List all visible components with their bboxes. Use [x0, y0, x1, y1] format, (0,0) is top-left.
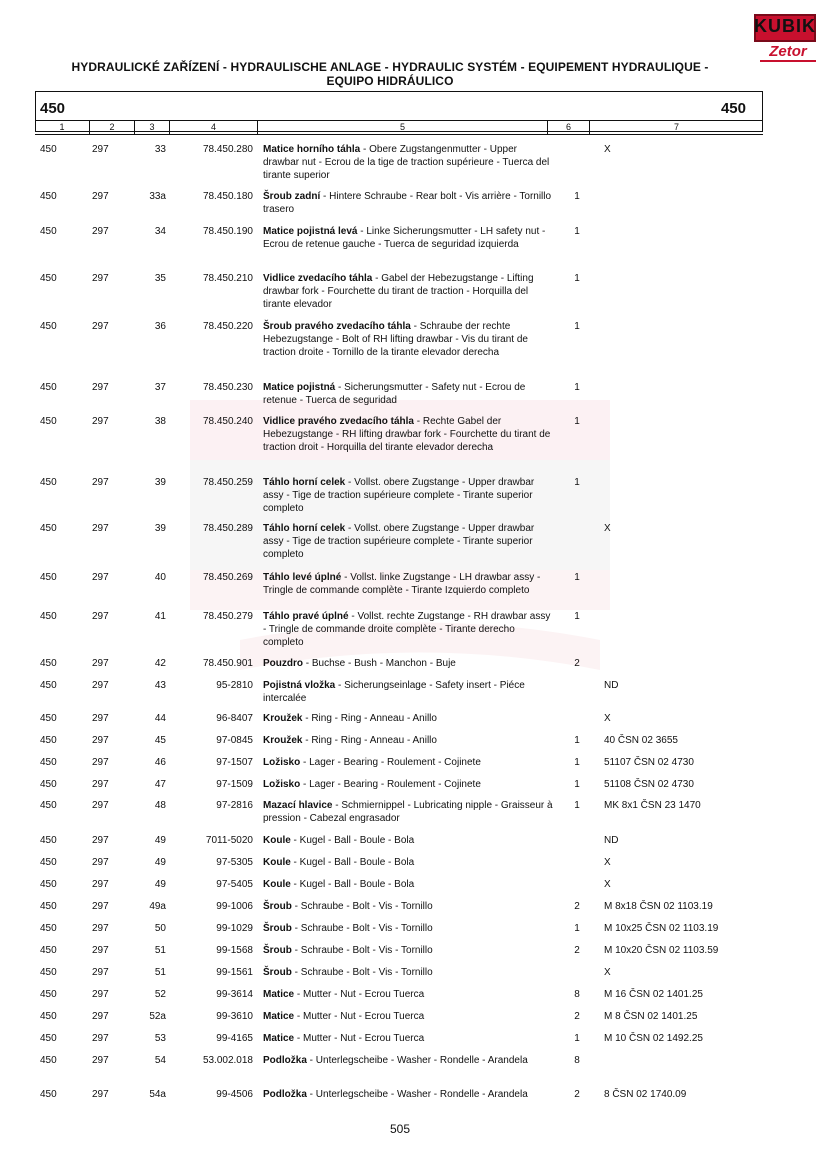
description-translations: - Rechte Gabel der Hebezugstange - RH lifting drawbar fork - Fourchette du tirant de traction droit - Horquilla del tirante elevador derecha — [263, 416, 551, 453]
position-cell: 49 — [154, 857, 166, 868]
position-cell: 54a — [149, 1089, 166, 1100]
column-header: 3 — [134, 121, 169, 134]
description-cell — [263, 381, 553, 407]
part-number-cell: 97-5405 — [216, 879, 253, 890]
position-cell: 53 — [154, 1033, 166, 1044]
description-cell — [263, 878, 553, 891]
section-cell: 297 — [92, 800, 109, 811]
group-cell: 450 — [40, 757, 57, 768]
part-number-cell: 99-3610 — [216, 1011, 253, 1022]
part-number-cell: 78.450.210 — [202, 273, 253, 284]
note-cell: M 8 ČSN 02 1401.25 — [604, 1011, 698, 1022]
description-translations: - Vollst. obere Zugstange - Upper drawbar assy - Tige de traction supérieure complete - Tirante superior completo — [263, 477, 535, 514]
quantity-cell: 8 — [574, 1055, 580, 1066]
note-cell: 51108 ČSN 02 4730 — [604, 779, 694, 790]
description-czech: Šroub — [263, 901, 292, 912]
quantity-cell: 2 — [574, 901, 580, 912]
description-czech: Matice pojistná — [263, 382, 336, 393]
part-number-cell: 99-1568 — [216, 945, 253, 956]
part-number-cell: 95-2810 — [216, 680, 253, 691]
part-number-cell: 78.450.269 — [202, 572, 253, 583]
description-cell — [263, 657, 553, 670]
description-translations: - Vollst. obere Zugstange - Upper drawbar assy - Tige de traction supérieure complete - Tirante superior completo — [263, 523, 535, 560]
position-cell: 39 — [154, 523, 166, 534]
description-cell — [263, 610, 553, 649]
description-translations: - Buchse - Bush - Manchon - Buje — [303, 658, 456, 669]
position-cell: 49a — [149, 901, 166, 912]
group-cell: 450 — [40, 611, 57, 622]
note-cell: X — [604, 713, 611, 724]
description-translations: - Sicherungsmutter - Safety nut - Ecrou de retenue - Tuerca de seguridad — [263, 382, 526, 406]
description-cell — [263, 522, 553, 561]
part-number-cell: 78.450.240 — [202, 416, 253, 427]
section-cell: 297 — [92, 321, 109, 332]
quantity-cell: 2 — [574, 1011, 580, 1022]
part-number-cell: 96-8407 — [216, 713, 253, 724]
note-cell: X — [604, 879, 611, 890]
section-cell: 297 — [92, 735, 109, 746]
quantity-cell: 1 — [574, 923, 580, 934]
position-cell: 54 — [154, 1055, 166, 1066]
position-cell: 43 — [154, 680, 166, 691]
part-number-cell: 97-2816 — [216, 800, 253, 811]
description-czech: Pojistná vložka — [263, 680, 336, 691]
description-czech: Ložisko — [263, 757, 301, 768]
part-number-cell: 78.450.901 — [202, 658, 253, 669]
description-translations: - Vollst. linke Zugstange - LH drawbar assy - Tringle de commande complète - Tirante Izquierdo completo — [263, 572, 541, 596]
group-cell: 450 — [40, 1033, 57, 1044]
description-translations: - Gabel der Hebezugstange - Lifting drawbar fork - Fourchette du tirant de traction - Horquilla del tirante elevador — [263, 273, 534, 310]
section-cell: 297 — [92, 901, 109, 912]
description-cell — [263, 756, 553, 769]
quantity-cell: 2 — [574, 1089, 580, 1100]
section-cell: 297 — [92, 857, 109, 868]
group-cell: 450 — [40, 800, 57, 811]
position-cell: 42 — [154, 658, 166, 669]
description-translations: - Mutter - Nut - Ecrou Tuerca — [294, 1033, 425, 1044]
group-cell: 450 — [40, 191, 57, 202]
description-cell — [263, 476, 553, 515]
group-cell: 450 — [40, 879, 57, 890]
group-cell: 450 — [40, 923, 57, 934]
position-cell: 49 — [154, 879, 166, 890]
group-cell: 450 — [40, 1089, 57, 1100]
description-cell — [263, 571, 553, 597]
description-cell — [263, 1088, 553, 1101]
part-number-cell: 78.450.190 — [202, 226, 253, 237]
section-cell: 297 — [92, 1033, 109, 1044]
quantity-cell: 1 — [574, 416, 580, 427]
part-number-cell: 99-4165 — [216, 1033, 253, 1044]
description-cell — [263, 679, 553, 705]
note-cell: ND — [604, 680, 619, 691]
description-cell — [263, 712, 553, 725]
description-translations: - Kugel - Ball - Boule - Bola — [290, 879, 415, 890]
group-cell: 450 — [40, 713, 57, 724]
group-cell: 450 — [40, 226, 57, 237]
quantity-cell: 1 — [574, 572, 580, 583]
group-cell: 450 — [40, 477, 57, 488]
description-czech: Táhlo levé úplné — [263, 572, 342, 583]
section-cell: 297 — [92, 713, 109, 724]
part-number-cell: 78.450.279 — [202, 611, 253, 622]
description-translations: - Schraube - Bolt - Vis - Tornillo — [291, 923, 433, 934]
description-translations: - Ring - Ring - Anneau - Anillo — [302, 735, 437, 746]
part-number-cell: 99-1006 — [216, 901, 253, 912]
quantity-cell: 1 — [574, 735, 580, 746]
page-number: 505 — [389, 1122, 411, 1136]
description-cell — [263, 900, 553, 913]
position-cell: 34 — [154, 226, 166, 237]
description-translations: - Schraube - Bolt - Vis - Tornillo — [291, 967, 433, 978]
section-cell: 297 — [92, 923, 109, 934]
description-cell — [263, 190, 553, 216]
section-cell: 297 — [92, 382, 109, 393]
position-cell: 46 — [154, 757, 166, 768]
description-czech: Matice pojistná levá — [263, 226, 358, 237]
description-translations: - Lager - Bearing - Roulement - Cojinete — [300, 779, 481, 790]
quantity-cell: 1 — [574, 779, 580, 790]
description-cell — [263, 856, 553, 869]
position-cell: 52a — [149, 1011, 166, 1022]
column-header: 5 — [257, 121, 547, 134]
section-cell: 297 — [92, 144, 109, 155]
column-header: 4 — [169, 121, 257, 134]
description-translations: - Sicherungseinlage - Safety insert - Piéce intercalée — [263, 680, 525, 704]
description-cell — [263, 734, 553, 747]
group-cell: 450 — [40, 901, 57, 912]
group-cell: 450 — [40, 989, 57, 1000]
description-translations: - Ring - Ring - Anneau - Anillo — [302, 713, 437, 724]
section-cell: 297 — [92, 989, 109, 1000]
position-cell: 33 — [154, 144, 166, 155]
column-header: 1 — [59, 122, 65, 132]
group-cell: 450 — [40, 321, 57, 332]
position-cell: 52 — [154, 989, 166, 1000]
note-cell: X — [604, 144, 611, 155]
column-header: 7 — [589, 121, 763, 134]
quantity-cell: 2 — [574, 945, 580, 956]
description-cell — [263, 320, 553, 359]
description-cell — [263, 966, 553, 979]
group-cell: 450 — [40, 523, 57, 534]
section-cell: 297 — [92, 757, 109, 768]
description-translations: - Hintere Schraube - Rear bolt - Vis arrière - Tornillo trasero — [263, 191, 552, 215]
description-czech: Koule — [263, 857, 291, 868]
position-cell: 49 — [154, 835, 166, 846]
group-cell: 450 — [40, 273, 57, 284]
column-header: 2 — [89, 121, 134, 134]
section-cell: 297 — [92, 572, 109, 583]
section-cell: 297 — [92, 1011, 109, 1022]
description-czech: Matice — [263, 1033, 295, 1044]
group-number-right: 450 — [720, 100, 746, 117]
section-cell: 297 — [92, 879, 109, 890]
description-translations: - Mutter - Nut - Ecrou Tuerca — [294, 1011, 425, 1022]
section-cell: 297 — [92, 1055, 109, 1066]
description-czech: Pouzdro — [263, 658, 303, 669]
quantity-cell: 1 — [574, 800, 580, 811]
description-czech: Šroub — [263, 967, 292, 978]
description-czech: Kroužek — [263, 713, 303, 724]
description-cell — [263, 922, 553, 935]
group-cell: 450 — [40, 680, 57, 691]
group-cell: 450 — [40, 835, 57, 846]
description-czech: Matice — [263, 989, 295, 1000]
group-cell: 450 — [40, 857, 57, 868]
group-cell: 450 — [40, 144, 57, 155]
part-number-cell: 78.450.230 — [202, 382, 253, 393]
description-cell — [263, 778, 553, 791]
description-czech: Matice — [263, 1011, 295, 1022]
logo-sub: Zetor — [760, 44, 816, 62]
quantity-cell: 1 — [574, 477, 580, 488]
section-cell: 297 — [92, 658, 109, 669]
quantity-cell: 1 — [574, 1033, 580, 1044]
position-cell: 44 — [154, 713, 166, 724]
description-translations: - Obere Zugstangenmutter - Upper drawbar nut - Ecrou de la tige de traction supérieure - Tuerca del tirante superior — [263, 144, 550, 181]
group-cell: 450 — [40, 967, 57, 978]
description-czech: Vidlice pravého zvedacího táhla — [263, 416, 414, 427]
note-cell: M 16 ČSN 02 1401.25 — [604, 989, 703, 1000]
description-translations: - Schraube - Bolt - Vis - Tornillo — [291, 945, 433, 956]
position-cell: 51 — [154, 967, 166, 978]
position-cell: 41 — [154, 611, 166, 622]
position-cell: 37 — [154, 382, 166, 393]
section-cell: 297 — [92, 779, 109, 790]
group-cell: 450 — [40, 735, 57, 746]
part-number-cell: 78.450.220 — [202, 321, 253, 332]
quantity-cell: 2 — [574, 658, 580, 669]
description-czech: Kroužek — [263, 735, 303, 746]
note-cell: M 10x20 ČSN 02 1103.59 — [604, 945, 719, 956]
description-czech: Šroub zadní — [263, 191, 321, 202]
description-translations: - Kugel - Ball - Boule - Bola — [290, 857, 415, 868]
part-number-cell: 99-1029 — [216, 923, 253, 934]
description-cell — [263, 988, 553, 1001]
part-number-cell: 53.002.018 — [202, 1055, 253, 1066]
note-cell: 8 ČSN 02 1740.09 — [604, 1089, 687, 1100]
note-cell: MK 8x1 ČSN 23 1470 — [604, 800, 701, 811]
part-number-cell: 78.450.280 — [202, 144, 253, 155]
description-cell — [263, 1010, 553, 1023]
part-number-cell: 7011-5020 — [205, 835, 253, 846]
part-number-cell: 78.450.289 — [202, 523, 253, 534]
note-cell: 40 ČSN 02 3655 — [604, 735, 678, 746]
position-cell: 39 — [154, 477, 166, 488]
title-line-1: HYDRAULICKÉ ZAŘÍZENÍ - HYDRAULISCHE ANLAGE - HYDRAULIC SYSTÉM - EQUIPEMENT HYDRAULIQUE - — [71, 60, 709, 74]
description-czech: Šroub pravého zvedacího táhla — [263, 321, 411, 332]
position-cell: 48 — [154, 800, 166, 811]
note-cell: 51107 ČSN 02 4730 — [604, 757, 694, 768]
quantity-cell: 1 — [574, 321, 580, 332]
description-czech: Mazací hlavice — [263, 800, 333, 811]
description-translations: - Kugel - Ball - Boule - Bola — [290, 835, 415, 846]
description-cell — [263, 143, 553, 182]
description-translations: - Lager - Bearing - Roulement - Cojinete — [300, 757, 481, 768]
description-cell — [263, 1054, 553, 1067]
description-translations: - Mutter - Nut - Ecrou Tuerca — [294, 989, 425, 1000]
position-cell: 35 — [154, 273, 166, 284]
section-cell: 297 — [92, 273, 109, 284]
description-czech: Šroub — [263, 923, 292, 934]
title-line-2: EQUIPO HIDRÁULICO — [326, 74, 454, 88]
note-cell: ND — [604, 835, 619, 846]
group-cell: 450 — [40, 945, 57, 956]
quantity-cell: 1 — [574, 191, 580, 202]
section-cell: 297 — [92, 1089, 109, 1100]
column-header-row — [35, 120, 763, 135]
quantity-cell: 1 — [574, 273, 580, 284]
column-header: 6 — [547, 121, 589, 134]
description-czech: Táhlo pravé úplné — [263, 611, 349, 622]
description-cell — [263, 272, 553, 311]
description-translations: - Linke Sicherungsmutter - LH safety nut - Ecrou de retenue gauche - Tuerca de seguridad izquierda — [263, 226, 546, 250]
description-czech: Koule — [263, 835, 291, 846]
description-translations: - Unterlegscheibe - Washer - Rondelle - Arandela — [306, 1055, 528, 1066]
quantity-cell: 8 — [574, 989, 580, 1000]
description-cell — [263, 834, 553, 847]
quantity-cell: 1 — [574, 226, 580, 237]
position-cell: 47 — [154, 779, 166, 790]
note-cell: X — [604, 857, 611, 868]
description-czech: Vidlice zvedacího táhla — [263, 273, 373, 284]
note-cell: X — [604, 523, 611, 534]
group-number-left: 450 — [40, 100, 66, 117]
description-czech: Šroub — [263, 945, 292, 956]
position-cell: 38 — [154, 416, 166, 427]
part-number-cell: 78.450.259 — [202, 477, 253, 488]
position-cell: 40 — [154, 572, 166, 583]
section-cell: 297 — [92, 477, 109, 488]
part-number-cell: 99-1561 — [216, 967, 253, 978]
section-cell: 297 — [92, 416, 109, 427]
section-cell: 297 — [92, 523, 109, 534]
note-cell: M 8x18 ČSN 02 1103.19 — [604, 901, 713, 912]
part-number-cell: 97-1507 — [216, 757, 253, 768]
kubik-zetor-logo — [754, 14, 816, 66]
group-cell: 450 — [40, 779, 57, 790]
section-cell: 297 — [92, 611, 109, 622]
group-cell: 450 — [40, 1011, 57, 1022]
section-cell: 297 — [92, 191, 109, 202]
description-translations: - Schmiernippel - Lubricating nipple - Graisseur à pression - Cabezal engrasador — [263, 800, 553, 824]
part-number-cell: 78.450.180 — [202, 191, 253, 202]
position-cell: 36 — [154, 321, 166, 332]
logo-brand: KUBIK — [754, 16, 816, 36]
position-cell: 45 — [154, 735, 166, 746]
description-czech: Ložisko — [263, 779, 301, 790]
description-czech: Matice horního táhla — [263, 144, 361, 155]
quantity-cell: 1 — [574, 382, 580, 393]
quantity-cell: 1 — [574, 611, 580, 622]
description-cell — [263, 1032, 553, 1045]
part-number-cell: 99-4506 — [216, 1089, 253, 1100]
part-number-cell: 97-5305 — [216, 857, 253, 868]
quantity-cell: 1 — [574, 757, 580, 768]
section-cell: 297 — [92, 835, 109, 846]
note-cell: M 10 ČSN 02 1492.25 — [604, 1033, 703, 1044]
description-czech: Táhlo horní celek — [263, 523, 346, 534]
part-number-cell: 97-0845 — [216, 735, 253, 746]
description-translations: - Schraube - Bolt - Vis - Tornillo — [291, 901, 433, 912]
description-cell — [263, 799, 553, 825]
description-czech: Podložka — [263, 1089, 307, 1100]
section-cell: 297 — [92, 680, 109, 691]
group-cell: 450 — [40, 572, 57, 583]
group-cell: 450 — [40, 1055, 57, 1066]
description-translations: - Vollst. rechte Zugstange - RH drawbar assy - Tringle de commande droite complète - Tirante derecho completo — [263, 611, 551, 648]
description-cell — [263, 944, 553, 957]
group-cell: 450 — [40, 658, 57, 669]
description-czech: Koule — [263, 879, 291, 890]
group-cell: 450 — [40, 382, 57, 393]
description-cell — [263, 415, 553, 454]
description-cell — [263, 225, 553, 251]
note-cell: X — [604, 967, 611, 978]
position-cell: 33a — [149, 191, 166, 202]
section-cell: 297 — [92, 945, 109, 956]
description-translations: - Schraube der rechte Hebezugstange - Bolt of RH lifting drawbar - Vis du tirant de traction droite - Tornillo de la tirante elevador derecha — [263, 321, 528, 358]
description-czech: Táhlo horní celek — [263, 477, 346, 488]
part-number-cell: 97-1509 — [216, 779, 253, 790]
description-translations: - Unterlegscheibe - Washer - Rondelle - Arandela — [306, 1089, 528, 1100]
description-czech: Podložka — [263, 1055, 307, 1066]
position-cell: 51 — [154, 945, 166, 956]
group-cell: 450 — [40, 416, 57, 427]
part-number-cell: 99-3614 — [216, 989, 253, 1000]
note-cell: M 10x25 ČSN 02 1103.19 — [604, 923, 719, 934]
position-cell: 50 — [154, 923, 166, 934]
section-cell: 297 — [92, 226, 109, 237]
section-cell: 297 — [92, 967, 109, 978]
document-title — [40, 60, 740, 88]
